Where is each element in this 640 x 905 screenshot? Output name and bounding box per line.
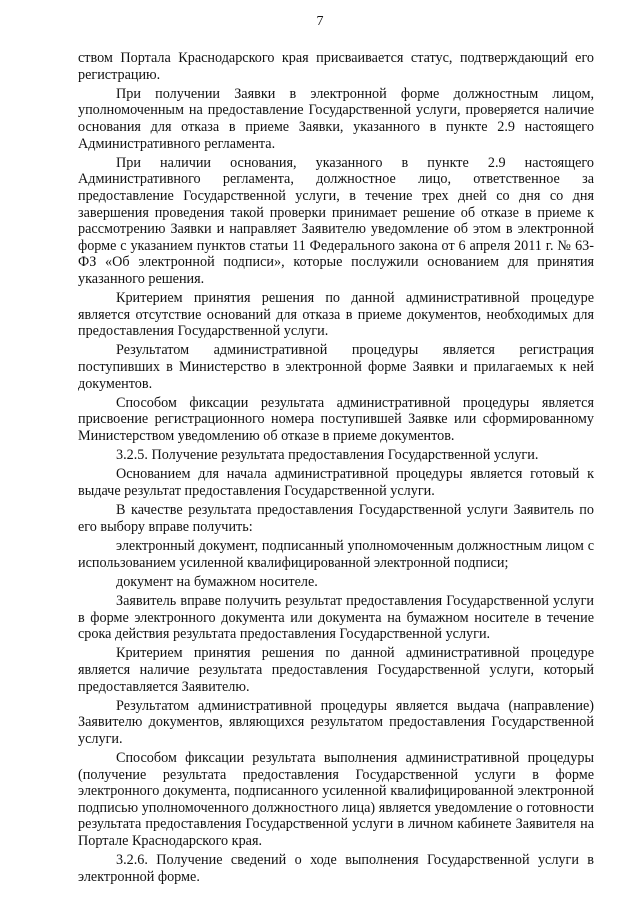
paragraph-1: ством Портала Краснодарского края присваивается статус, подтверждающий его регистрацию. xyxy=(78,50,594,83)
paragraph-5: Результатом административной процедуры является регистрация поступивших в Министерство в электронной форме Заявки и прилагаемых к ней документов. xyxy=(78,342,594,392)
paragraph-11: документ на бумажном носителе. xyxy=(116,573,318,590)
paragraph-6: Способом фиксации результата административной процедуры является присвоение регистрационного номера поступившей Заявке или сформированному Министерством уведомлению об отказе в приеме документов. xyxy=(78,394,594,445)
paragraph-4: Критерием принятия решения по данной административной процедуре является отсутствие оснований для отказа в приеме документов, необходимых для предоставления Государственной услуги. xyxy=(78,290,594,340)
document-body xyxy=(78,50,594,888)
paragraph-15: Способом фиксации результата выполнения административной процедуры (получение результата предоставления Государственной услуги в форме электронного документа, подписанного усиленной квалифицированной электронной подписью уполномоченного должностного лица) является уведомление о готовности результата предоставления Государственной услуги в личном кабинете Заявителя на Портале Краснодарского края. xyxy=(78,750,594,850)
section-heading-3-2-6: 3.2.6. Получение сведений о ходе выполнения Государственной услуги в электронной форме. xyxy=(78,852,594,885)
paragraph-12: Заявитель вправе получить результат предоставления Государственной услуги в форме электронного документа или документа на бумажном носителе в течение срока действия результата предоставления Государственной услуги. xyxy=(78,592,594,643)
paragraph-2: При получении Заявки в электронной форме должностным лицом, уполномоченным на предоставление Государственной услуги, проверяется наличие основания для отказа в приеме Заявки, указанного в пункте 2.9 настоящего Административного регламента. xyxy=(78,85,594,152)
paragraph-8: Основанием для начала административной процедуры является готовый к выдаче результат предоставления Государственной услуги. xyxy=(78,466,594,499)
paragraph-10: электронный документ, подписанный уполномоченным должностным лицом с использованием усиленной квалифицированной электронной подписи; xyxy=(78,537,594,571)
paragraph-9: В качестве результата предоставления Государственной услуги Заявитель по его выбору вправе получить: xyxy=(78,502,594,535)
paragraph-14: Результатом административной процедуры является выдача (направление) Заявителю документов, являющихся результатом предоставления Государственной услуги. xyxy=(78,697,594,747)
paragraph-3: При наличии основания, указанного в пункте 2.9 настоящего Административного регламента, должностное лицо, ответственное за предоставление Государственной услуги, в течение трех дней со дня со дня завершения проведения такой проверки принимает решение об отказе в приеме к рассмотрению Заявки и направляет Заявителю уведомление об этом в электронной форме с указанием пунктов статьи 11 Федерального закона от 6 апреля 2011 г. № 63-ФЗ «Об электронной подписи», которые послужили основанием для принятия указанного решения. xyxy=(78,154,594,287)
section-heading-3-2-5: 3.2.5. Получение результата предоставления Государственной услуги. xyxy=(116,447,539,464)
page-number: 7 xyxy=(316,14,324,29)
paragraph-13: Критерием принятия решения по данной административной процедуре является наличие результата предоставления Государственной услуги, который предоставляется Заявителю. xyxy=(78,645,594,695)
